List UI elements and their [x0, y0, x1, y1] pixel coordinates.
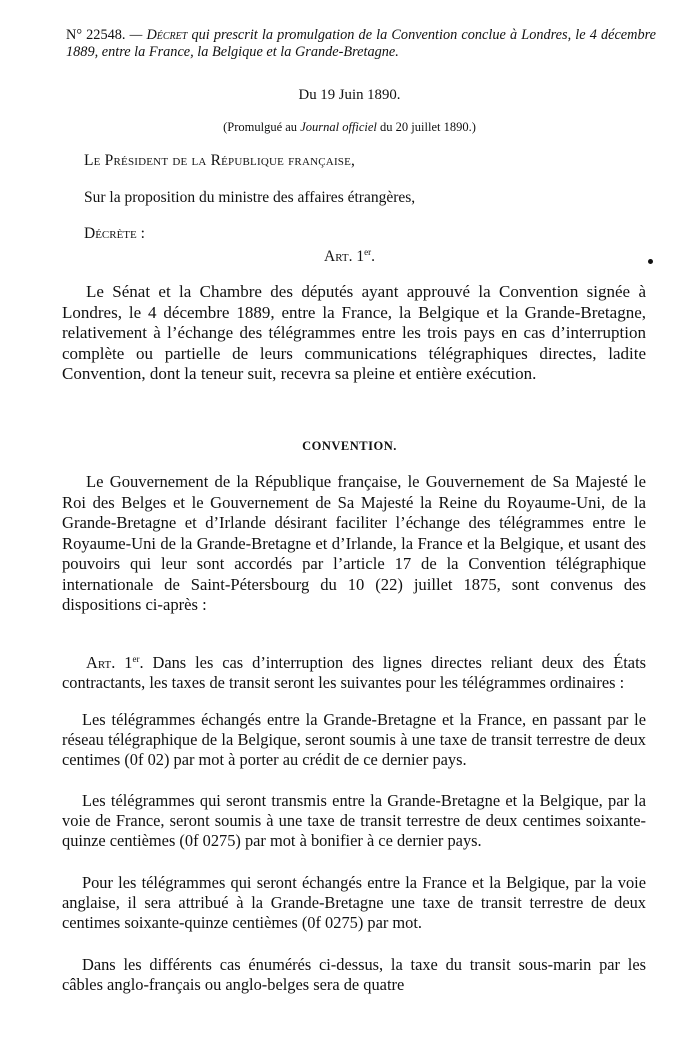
article-1-label: Art. 1 — [324, 248, 365, 265]
decree-keyword: Décret — [146, 27, 188, 43]
article-1-text: Le Sénat et la Chambre des députés ayant approuvé la Convention signée à Londres, le 4 décembre 1889, entre la France, la Belgique et la Grande-Bretagne, relativement à l’échange des télégrammes entre les trois pays en cas d’interruption complète ou partielle de leurs communications télégraphiques directes, ladite Convention, dont la teneur suit, recevra sa pleine et entière exécution. — [62, 282, 646, 383]
promulgation-after: du 20 juillet 1890.) — [376, 120, 476, 134]
paragraph-transit-sous-marin: Dans les différents cas énumérés ci-dessus, la taxe du transit sous-marin par les câbles anglo-français ou anglo-belges sera de quatre — [62, 955, 646, 994]
president-line: Le Président de la République française, — [84, 152, 356, 169]
proposition-line: Sur la proposition du ministre des affaires étrangères, — [84, 189, 416, 206]
convention-art-1-label: Art. 1 — [86, 653, 133, 672]
convention-preamble: Le Gouvernement de la République française, le Gouvernement de Sa Majesté le Roi des Belges et le Gouvernement de Sa Majesté la Reine du Royaume-Uni, de la Grande-Bretagne et d’Irlande désirant faciliter l’échange des télégrammes entre le Royaume-Uni de la Grande-Bretagne et d’Irlande, la France et la Belgique, et usant des pouvoirs qui leur sont accordés par l’article 17 de la Convention télégraphique internationale de Saint-Pétersbourg du 10 (22) juillet 1875, sont convenus des dispositions ci-après : — [62, 472, 646, 614]
promulgation-note — [0, 120, 699, 135]
convention-art-1-sup: er — [132, 654, 140, 664]
convention-art-1-text: . Dans les cas d’interruption des lignes directes reliant deux des États contractants, les taxes de transit seront les suivantes pour les télégrammes ordinaires : — [62, 653, 647, 692]
decrete-line: Décrète : — [84, 225, 145, 242]
convention-article-1 — [62, 649, 646, 693]
journal-name: Journal officiel — [300, 120, 377, 134]
decree-title-text: qui prescrit la promulgation de la Convention conclue à Londres, le 4 décembre 1889, entre la France, la Belgique et la Grande-Bretagne. — [66, 27, 656, 60]
article-1-sup: er — [364, 247, 372, 257]
paragraph-gb-france: Les télégrammes échangés entre la Grande-Bretagne et la France, en passant par le réseau télégraphique de la Belgique, seront soumis à une taxe de transit terrestre de deux centimes (0f 02) par mot à porter au crédit de ce dernier pays. — [62, 710, 646, 769]
heading-dash: — — [125, 27, 147, 43]
margin-dot — [648, 259, 653, 264]
decree-date: Du 19 Juin 1890. — [298, 87, 401, 103]
decree-number: N° 22548. — [66, 27, 126, 43]
article-1-suffix: . — [371, 248, 375, 265]
promulgation-before: (Promulgué au — [223, 120, 301, 134]
paragraph-france-belgique: Pour les télégrammes qui seront échangés entre la France et la Belgique, par la voie anglaise, il sera attribué à la Grande-Bretagne une taxe de transit terrestre de deux centimes soixante-quinze centièmes (0f 0275) par mot. — [62, 873, 646, 932]
article-1-title — [0, 247, 699, 266]
convention-title: CONVENTION. — [302, 439, 397, 453]
decree-heading — [66, 27, 656, 61]
paragraph-gb-belgique: Les télégrammes qui seront transmis entre la Grande-Bretagne et la Belgique, par la voie de France, seront soumis à une taxe de transit terrestre de deux centimes soixante-quinze centièmes (0f 0275) par mot à bonifier à ce dernier pays. — [62, 791, 646, 850]
